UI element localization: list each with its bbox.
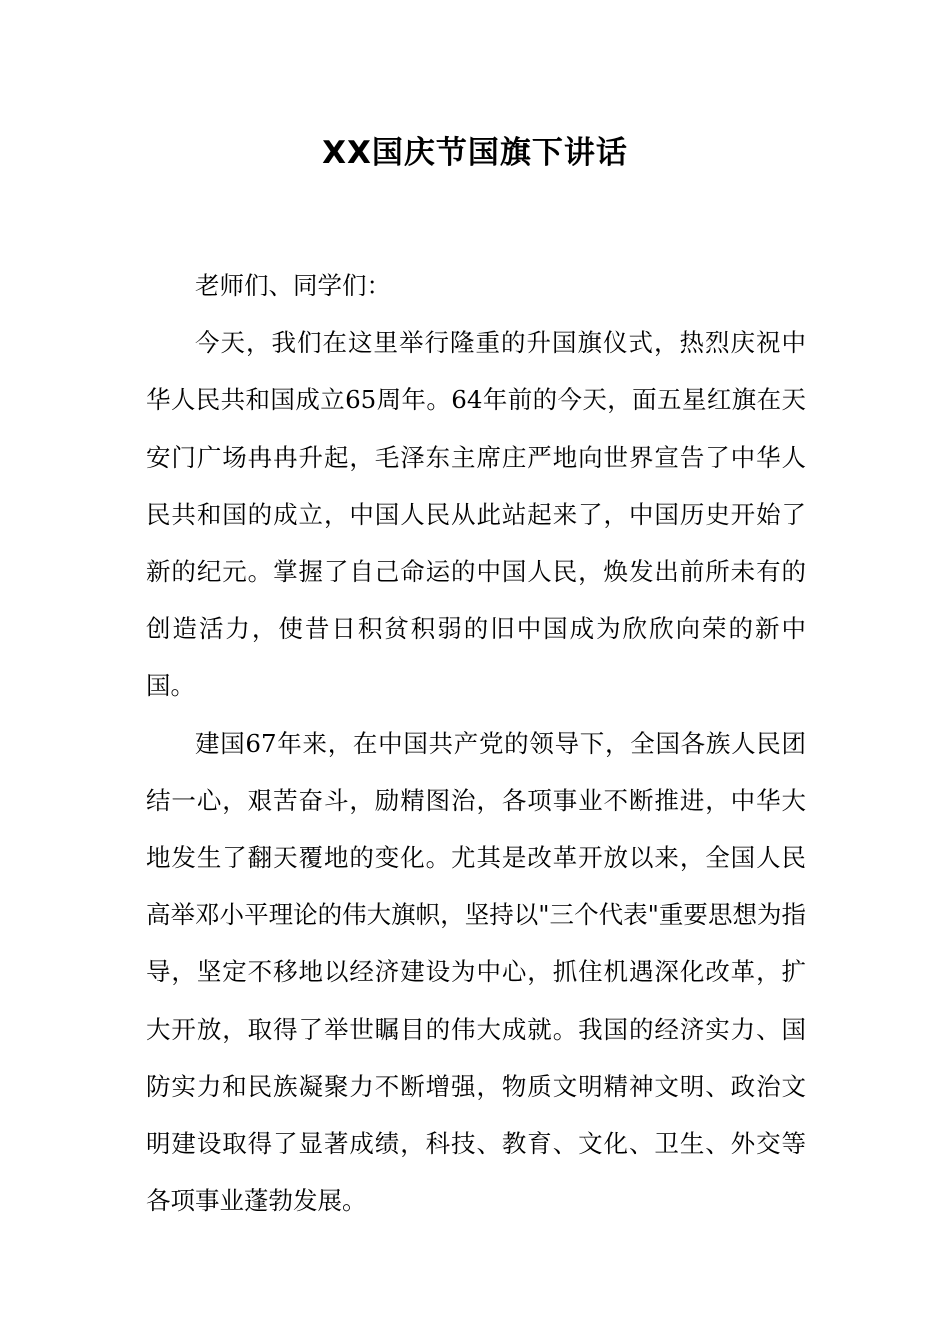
document-body xyxy=(146,257,806,1229)
salutation: 老师们、同学们： xyxy=(195,271,391,300)
paragraph-1: 今天，我们在这里举行隆重的升国旗仪式，热烈庆祝中华人民共和国成立65周年。64年前的今天，面五星红旗在天安门广场冉冉升起，毛泽东主席庄严地向世界宣告了中华人民共和国的成立，中国人民从此站起来了，中国历史开始了新的纪元。掌握了自己命运的中国人民，焕发出前所未有的创造活力，使昔日积贫积弱的旧中国成为欣欣向荣的新中国。 xyxy=(146,328,806,701)
paragraph-2: 建国67年来，在中国共产党的领导下，全国各族人民团结一心，艰苦奋斗，励精图治，各项事业不断推进，中华大地发生了翻天覆地的变化。尤其是改革开放以来，全国人民高举邓小平理论的伟大旗帜，坚持以"三个代表"重要思想为指导，坚定不移地以经济建设为中心，抓住机遇深化改革，扩大开放，取得了举世瞩目的伟大成就。我国的经济实力、国防实力和民族凝聚力不断增强，物质文明精神文明、政治文明建设取得了显著成绩，科技、教育、文化、卫生、外交等各项事业蓬勃发展。 xyxy=(146,728,806,1216)
document-title: XX国庆节国旗下讲话 xyxy=(322,135,628,171)
